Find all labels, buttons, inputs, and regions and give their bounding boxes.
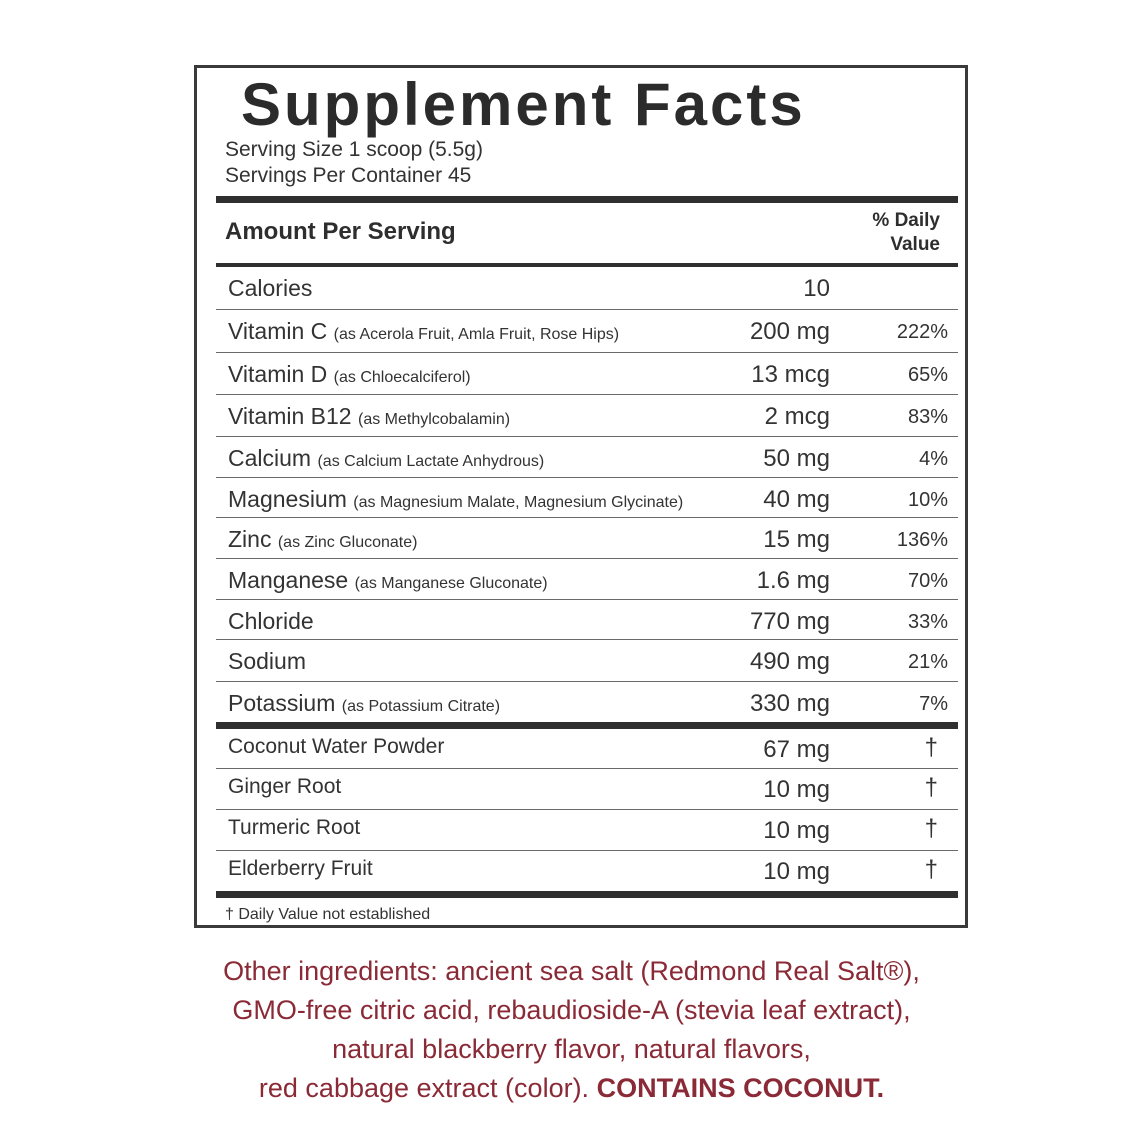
botanical-row	[216, 770, 958, 810]
other-ingredients-line1: Other ingredients: ancient sea salt (Redmond Real Salt®),	[223, 956, 920, 986]
botanical-name: Turmeric Root	[228, 816, 361, 839]
nutrient-name-cell	[228, 648, 306, 675]
nutrient-name: Manganese	[228, 567, 349, 593]
botanical-amount: 67 mg	[763, 736, 830, 763]
nutrient-amount: 1.6 mg	[756, 567, 830, 594]
botanical-row	[216, 811, 958, 851]
nutrient-row	[216, 521, 958, 562]
nutrient-amount: 2 mcg	[764, 403, 830, 430]
nutrient-source: (as Potassium Citrate)	[341, 698, 501, 715]
nutrient-name: Vitamin D	[228, 361, 328, 387]
nutrient-amount: 770 mg	[749, 608, 830, 635]
botanical-row	[216, 730, 958, 770]
other-ingredients-line3: natural blackberry flavor, natural flavors,	[332, 1034, 811, 1064]
nutrient-amount: 490 mg	[749, 648, 830, 675]
botanical-amount: 10 mg	[763, 817, 830, 844]
nutrient-name-cell	[228, 275, 312, 302]
nutrient-daily-value: 136%	[896, 529, 948, 551]
nutrient-row	[216, 440, 958, 481]
daily-value-header	[830, 209, 940, 257]
allergen-warning: CONTAINS COCONUT.	[596, 1073, 885, 1103]
divider-bottom	[216, 891, 958, 898]
row-divider	[216, 681, 958, 682]
nutrient-name: Calories	[228, 275, 313, 301]
servings-per-container: Servings Per Container 45	[225, 164, 472, 187]
nutrient-name: Potassium	[228, 690, 336, 716]
divider-thick	[216, 196, 958, 203]
nutrient-source: (as Methylcobalamin)	[357, 411, 511, 428]
row-divider	[216, 309, 958, 310]
nutrient-daily-value: 83%	[907, 406, 948, 428]
nutrient-daily-value: 4%	[919, 448, 948, 470]
row-divider	[216, 639, 958, 640]
other-ingredients-line4-wrap	[0, 1069, 1143, 1108]
nutrient-name-cell	[228, 608, 314, 635]
nutrient-amount: 13 mcg	[751, 361, 830, 388]
nutrient-name: Sodium	[228, 648, 306, 674]
amount-per-serving-header: Amount Per Serving	[225, 218, 456, 245]
row-divider	[216, 809, 958, 810]
nutrient-source: (as Manganese Gluconate)	[354, 575, 548, 592]
divider-header	[216, 263, 958, 267]
botanical-name: Elderberry Fruit	[228, 857, 373, 880]
nutrient-row	[216, 398, 958, 439]
nutrient-name: Chloride	[228, 608, 314, 634]
nutrient-source: (as Magnesium Malate, Magnesium Glycinate)	[353, 494, 684, 511]
nutrient-name-cell	[228, 445, 544, 472]
daily-value-header-line2: Value	[890, 234, 940, 255]
nutrient-row	[216, 562, 958, 603]
nutrient-daily-value: 65%	[907, 364, 948, 386]
row-divider	[216, 477, 958, 478]
nutrient-name: Magnesium	[228, 486, 347, 512]
nutrient-daily-value: 10%	[907, 489, 948, 511]
panel-title: Supplement Facts	[241, 71, 806, 138]
nutrient-name-cell	[228, 318, 619, 345]
nutrient-name: Calcium	[228, 445, 312, 471]
nutrient-name-cell	[228, 526, 417, 553]
botanical-name: Ginger Root	[228, 775, 342, 798]
row-divider	[216, 352, 958, 353]
row-divider	[216, 599, 958, 600]
nutrient-source: (as Chloecalciferol)	[333, 369, 471, 386]
botanical-amount: 10 mg	[763, 776, 830, 803]
dagger-icon: †	[924, 734, 938, 761]
dagger-icon: †	[924, 856, 938, 883]
row-divider	[216, 436, 958, 437]
nutrient-amount: 10	[803, 275, 830, 302]
nutrient-name-cell	[228, 361, 471, 388]
other-ingredients-line4: red cabbage extract (color).	[258, 1073, 590, 1103]
nutrient-daily-value: 222%	[896, 321, 948, 343]
nutrient-row	[216, 313, 958, 354]
row-divider	[216, 768, 958, 769]
nutrient-amount: 15 mg	[763, 526, 830, 553]
nutrient-name-cell	[228, 403, 510, 430]
nutrient-amount: 40 mg	[763, 486, 830, 513]
nutrient-row	[216, 270, 958, 311]
row-divider	[216, 558, 958, 559]
nutrient-name: Vitamin C	[228, 318, 328, 344]
nutrient-name-cell	[228, 486, 683, 513]
nutrient-daily-value: 70%	[907, 570, 948, 592]
nutrient-source: (as Calcium Lactate Anhydrous)	[317, 453, 545, 470]
other-ingredients-line2: GMO-free citric acid, rebaudioside-A (stevia leaf extract),	[232, 995, 911, 1025]
row-divider	[216, 850, 958, 851]
nutrient-row	[216, 643, 958, 684]
dagger-icon: †	[924, 774, 938, 801]
nutrient-daily-value: 7%	[919, 693, 948, 715]
nutrient-amount: 330 mg	[749, 690, 830, 717]
footnote: † Daily Value not established	[225, 906, 431, 923]
nutrient-row	[216, 481, 958, 522]
nutrient-source: (as Zinc Gluconate)	[277, 534, 418, 551]
nutrient-row	[216, 685, 958, 726]
nutrient-daily-value: 33%	[907, 611, 948, 633]
nutrient-amount: 50 mg	[763, 445, 830, 472]
nutrient-name-cell	[228, 567, 548, 594]
botanical-amount: 10 mg	[763, 858, 830, 885]
dagger-icon: †	[924, 815, 938, 842]
botanical-name: Coconut Water Powder	[228, 735, 445, 758]
row-divider	[216, 394, 958, 395]
nutrient-name: Vitamin B12	[228, 403, 352, 429]
divider-botanicals	[216, 722, 958, 729]
botanical-row	[216, 852, 958, 892]
daily-value-header-line1: % Daily	[872, 210, 940, 231]
nutrient-amount: 200 mg	[749, 318, 830, 345]
nutrient-daily-value: 21%	[907, 651, 948, 673]
supplement-facts-panel	[194, 65, 968, 928]
nutrient-row	[216, 356, 958, 397]
nutrient-row	[216, 603, 958, 644]
nutrient-name: Zinc	[228, 526, 272, 552]
other-ingredients	[0, 952, 1143, 1108]
row-divider	[216, 517, 958, 518]
serving-size: Serving Size 1 scoop (5.5g)	[225, 138, 483, 161]
nutrient-source: (as Acerola Fruit, Amla Fruit, Rose Hips)	[333, 326, 620, 343]
nutrient-name-cell	[228, 690, 500, 717]
